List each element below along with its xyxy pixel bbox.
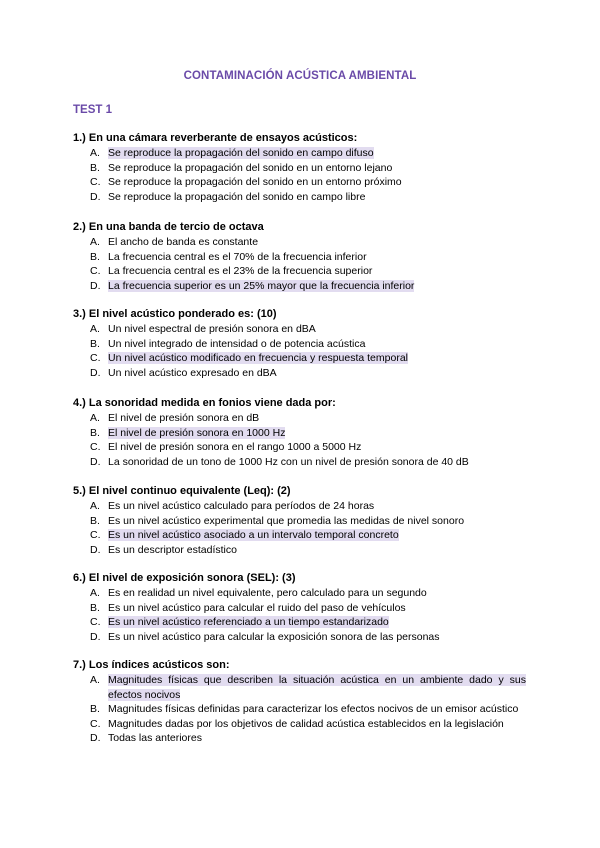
question-title: 4.) La sonoridad medida en fonios viene dada por: [73, 397, 336, 409]
option-d: D. La frecuencia superior es un 25% mayor que la frecuencia inferior [90, 279, 415, 292]
option-a: A. Un nivel espectral de presión sonora en dBA [90, 323, 316, 335]
option-d: D. La sonoridad de un tono de 1000 Hz con un nivel de presión sonora de 40 dB [90, 455, 469, 468]
option-a: A. Magnitudes físicas que describen la situación acústica en un ambiente dado y sus efectos nocivos [90, 674, 526, 701]
option-b: B. Un nivel integrado de intensidad o de potencia acústica [90, 337, 366, 350]
question-title: 3.) El nivel acústico ponderado es: (10) [73, 308, 277, 320]
option-c: C. Es un nivel acústico referenciado a un tiempo estandarizado [90, 616, 389, 629]
option-c: C. La frecuencia central es el 23% de la frecuencia superior [90, 265, 373, 278]
option-c: C. Un nivel acústico modificado en frecuencia y respuesta temporal [90, 352, 408, 365]
option-a: A. Se reproduce la propagación del sonido en campo difuso [90, 147, 374, 159]
option-d: D. Todas las anteriores [90, 732, 202, 745]
question-4 [73, 396, 513, 469]
option-b: B. Es un nivel acústico para calcular el ruido del paso de vehículos [90, 601, 406, 614]
option-a: A. Es en realidad un nivel equivalente, pero calculado para un segundo [90, 587, 427, 599]
option-d: D. Un nivel acústico expresado en dBA [90, 366, 277, 379]
question-title: 6.) El nivel de exposición sonora (SEL): (3) [73, 572, 296, 584]
option-a: A. El ancho de banda es constante [90, 236, 259, 248]
option-b: B. Es un nivel acústico experimental que promedia las medidas de nivel sonoro [90, 514, 465, 527]
question-3 [73, 307, 513, 380]
option-b: B. La frecuencia central es el 70% de la frecuencia inferior [90, 250, 367, 263]
document-title: CONTAMINACIÓN ACÚSTICA AMBIENTAL [183, 70, 417, 82]
option-b: B. Magnitudes físicas definidas para caracterizar los efectos nocivos de un emisor acústico [90, 703, 519, 716]
test-label: TEST 1 [73, 104, 112, 116]
option-a: A. El nivel de presión sonora en dB [90, 412, 260, 424]
question-1 [73, 131, 513, 204]
question-title: 5.) El nivel continuo equivalente (Leq): (2) [73, 485, 291, 497]
question-title: 1.) En una cámara reverberante de ensayos acústicos: [73, 132, 358, 144]
option-c: C. Es un nivel acústico asociado a un intervalo temporal concreto [90, 529, 399, 542]
option-d: D. Se reproduce la propagación del sonido en campo libre [90, 190, 366, 203]
question-title: 7.) Los índices acústicos son: [73, 659, 230, 671]
option-c: C. Se reproduce la propagación del sonido en un entorno próximo [90, 176, 402, 189]
question-title: 2.) En una banda de tercio de octava [73, 221, 264, 233]
question-6 [73, 571, 513, 644]
option-d: D. Es un nivel acústico para calcular la exposición sonora de las personas [90, 630, 440, 643]
option-a: A. Es un nivel acústico calculado para períodos de 24 horas [90, 500, 375, 512]
question-5 [73, 484, 513, 557]
option-d: D. Es un descriptor estadístico [90, 543, 237, 556]
option-c: C. Magnitudes dadas por los objetivos de calidad acústica establecidos en la legislación [90, 717, 504, 730]
option-b: B. Se reproduce la propagación del sonido en un entorno lejano [90, 161, 393, 174]
question-7 [73, 658, 526, 746]
question-2 [73, 220, 513, 293]
option-c: C. El nivel de presión sonora en el rango 1000 a 5000 Hz [90, 441, 362, 454]
option-b: B. El nivel de presión sonora en 1000 Hz [90, 426, 286, 439]
